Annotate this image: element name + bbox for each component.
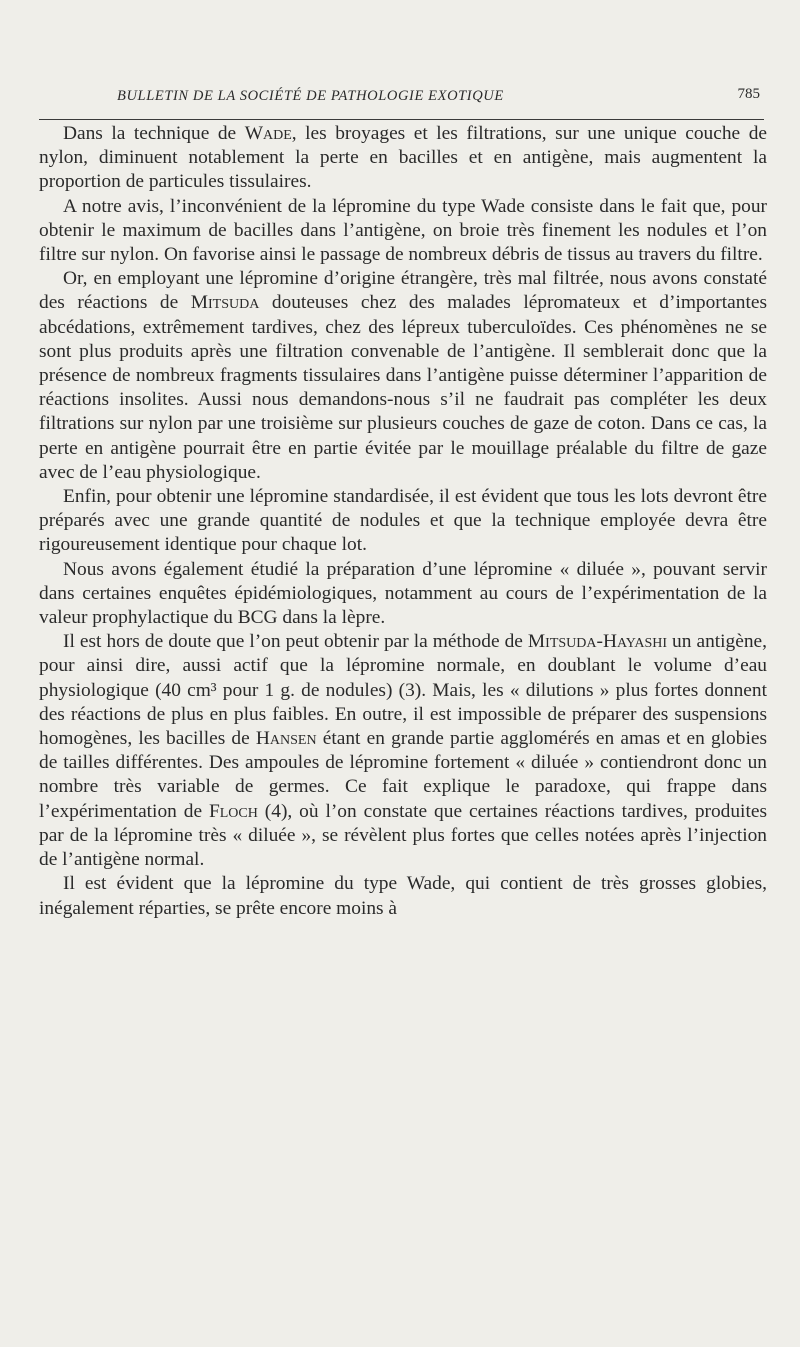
text-run: Il est hors de doute que l’on peut obtenir par la méthode de xyxy=(63,631,528,653)
page-number: 785 xyxy=(737,86,760,102)
paragraph-5 xyxy=(39,558,767,631)
text-run: Enfin, pour obtenir une lépromine standardisée, il est évident que tous les lots devront être préparés avec une grande quantité de nodules et que la technique employée devra être rigoureusement identique pour chaque lot. xyxy=(39,486,767,556)
text-run: un antigène, pour ainsi dire, aussi actif que la lépromine normale, en doublant le volume d’eau physiologique (40 cm³ pour 1 g. de nodules) (3). Mais, les « dilutions » plus fortes donnent des réactions de plus en plus faibles. En outre, il est impossible de préparer des suspensions homogènes, les bacilles de xyxy=(39,631,767,750)
paragraph-1 xyxy=(39,122,767,195)
author-name: Mitsuda xyxy=(190,292,260,314)
paragraph-4 xyxy=(39,485,767,558)
text-run: A notre avis, l’inconvénient de la lépromine du type Wade consiste dans le fait que, pour obtenir le maximum de bacilles dans l’antigène, on broie très finement les nodules et l’on filtre sur nylon. On favorise ainsi le passage de nombreux débris de tissus au travers du filtre. xyxy=(39,195,767,266)
text-run: Dans la technique de xyxy=(63,123,245,144)
paragraph-7 xyxy=(39,872,767,920)
text-run: Nous avons également étudié la préparation d’une lépromine « diluée », pouvant servir dans certaines enquêtes épidémiologiques, notamment au cours de l’expérimentation de la valeur prophylactique du BCG dans la lèpre. xyxy=(39,558,767,629)
text-run: douteuses chez des malades lépromateux et d’importantes abcédations, extrêmement tardives, chez des lépreux tuberculoïdes. Ces phénomènes ne se sont plus produits après une filtration convenable de l’antigène. Il semblerait donc que la présence de nombreux fragments tissulaires dans l’antigène puisse déterminer l’apparition de réactions insolites. Aussi nous demandons-nous s’il ne faudrait pas compléter les deux filtrations sur nylon par une troisième sur plusieurs couches de gaze de coton. Dans ce cas, la perte en antigène pourrait être en partie évitée par le mouillage préalable du filtre de gaze avec de l’eau physiologique. xyxy=(39,292,767,483)
text-run: Or, en employant une lépromine d’origine étrangère, très mal filtrée, nous avons constaté des réactions de xyxy=(39,268,767,314)
author-name: Hansen xyxy=(255,728,317,750)
paragraph-3 xyxy=(39,267,767,485)
page-header xyxy=(39,84,764,108)
text-run: , les broyages et les filtrations, sur une unique couche de nylon, diminuent notablement la perte en bacilles et en antigène, mais augmentent la proportion de particules tissulaires. xyxy=(39,123,767,193)
text-run: Il est évident que la lépromine du type Wade, qui contient de très grosses globies, inégalement réparties, se prête encore moins à xyxy=(39,873,767,919)
running-title: BULLETIN DE LA SOCIÉTÉ DE PATHOLOGIE EXOTIQUE xyxy=(117,88,504,104)
body-text xyxy=(39,122,767,921)
author-name: Floch xyxy=(208,800,258,822)
text-run: étant en grande partie agglomérés en amas et en globies de tailles différentes. Des ampoules de lépromine fortement « diluée » contiendront donc un nombre très variable de germes. Ce fait explique le paradoxe, qui frappe dans l’expérimentation de xyxy=(39,728,767,822)
paragraph-2 xyxy=(39,195,767,268)
author-name: Wade xyxy=(244,123,292,144)
paragraph-6 xyxy=(39,630,767,872)
header-rule xyxy=(39,119,764,120)
text-run: (4), où l’on constate que certaines réactions tardives, produites par de la lépromine très « diluée », se révèlent plus fortes que celles notées après l’injection de l’antigène normal. xyxy=(39,800,767,871)
author-name: Mitsuda-Hayashi xyxy=(527,631,668,653)
